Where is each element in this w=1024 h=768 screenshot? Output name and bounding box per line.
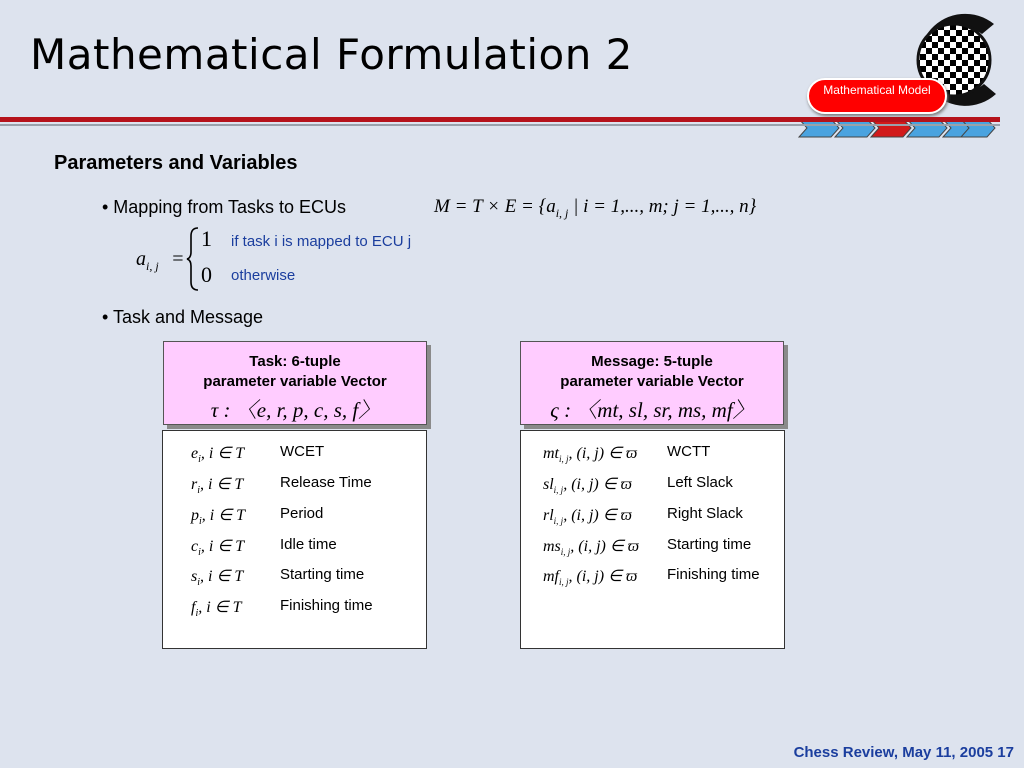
header-rule [0,117,1000,122]
task-parameter-list: $e_i$, i ∈ T WCET $r_i$, i ∈ T Release Time $p_i$, i ∈ T Period $c_i$, i ∈ T Idle time $s_i$, i ∈ T Starting time $f_i$, i ∈ T Finishing time [162,430,427,649]
task-tuple-box [163,341,427,425]
message-tuple-vector: ς : 〈mt, sl, sr, ms, mf〉 [550,398,754,422]
case-zero-text: otherwise [231,267,296,284]
section-badge [807,78,947,114]
case-one-value: 1 [201,226,212,251]
slide-title: Mathematical Formulation 2 [30,30,633,79]
task-tuple-vector: τ : 〈e, r, p, c, s, f〉 [210,398,380,422]
left-brace-icon [186,226,200,292]
task-tuple-title: Task: 6-tuple [249,353,341,370]
slide-footer: Chess Review, May 11, 2005 17 [793,744,1014,761]
bullet-task-message: • Task and Message [102,307,264,327]
section-heading: Parameters and Variables [54,152,298,174]
message-tuple-title: Message: 5-tuple [591,353,713,370]
message-parameter-list: $mt_{i, j}$, (i, j) ∈ ϖ WCTT $sl_{i, j}$, (i, j) ∈ ϖ Left Slack $rl_{i, j}$, (i, j) ∈ ϖ Right Slack $ms_{i, j}$, (i, j) ∈ ϖ Starting time $mf_{i, j}$, (i, j) ∈ ϖ Finishing time [520,430,785,649]
case-one-text: if task i is mapped to ECU j [231,233,412,250]
section-badge-label: Mathematical Model [823,83,931,97]
bullet-mapping: • Mapping from Tasks to ECUs [102,197,347,217]
message-tuple-subtitle: parameter variable Vector [560,373,744,390]
case-zero-value: 0 [201,262,212,287]
mapping-formula: $M = T \times E = \{a_{i, j}$ | i = 1,..., m; j = 1,..., n} [434,196,757,220]
header-rule-shadow [0,124,1000,126]
aij-symbol: $a_{i, j}$ = [136,248,184,273]
task-tuple-subtitle: parameter variable Vector [203,373,387,390]
message-tuple-box [520,341,784,425]
